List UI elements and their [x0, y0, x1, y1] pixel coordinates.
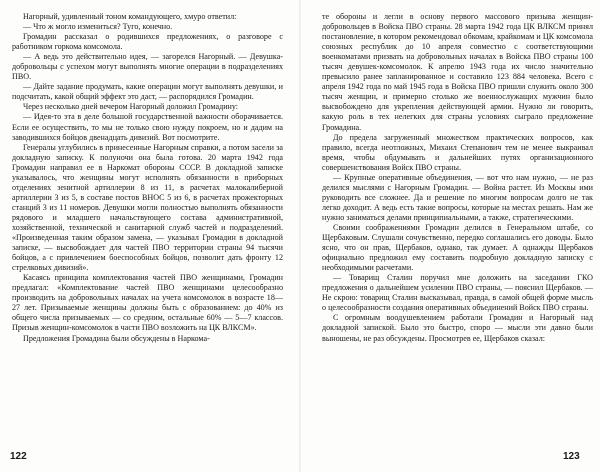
left-paragraph: Громадин рассказал о родившихся предложениях, о разговоре с работником горкома комсомола.: [12, 32, 283, 52]
left-paragraph: Касаясь принципа комплектования частей ПВО женщинами, Громадин предлагал: «Комплектование частей ПВО женщинами целесообразно производить на добровольных началах на учета комсомолок в возрасте 18—27 лет. Призываемые женщины должны быть с образованием: до 40% из общего числа призываемых — со средним, остальные 60% — 5—7 классов. Призыв женщин-комсомолок в части ПВО возложить на ЦК ВЛКСМ».: [12, 273, 283, 333]
left-paragraph: — Идея-то эта в деле большой государственной важности оборачивается. Если ее осуществить, то мы не только свою нужду покроем, но и дадим на заводившихся бойцов двенадцать дивизий. Вот посмотрите.: [12, 112, 283, 142]
right-page: [322, 12, 593, 458]
right-paragraph: До предела загруженный множеством практических вопросов, как правило, всегда неотложных, Михаил Степанович тем не менее выкраивал время, чтобы обдумывать и дальнейших путях организационного совершенствования Войск ПВО страны.: [322, 132, 593, 172]
left-page: [12, 12, 283, 458]
right-paragraph: те обороны и легли в основу первого массового призыва женщин-добровольцев в Войска ПВО страны. 28 марта 1942 года ЦК ВЛКСМ принял постановление, в котором рекомендовал обкомам, крайкомам и ЦК комсомола союзных республик до 10 апреля совместно с соответствующими военкоматами призвать на добровольных началах в Войска ПВО страны 100 тысяч девушек-комсомолок. К апрелю 1943 года их число значительно превысило ранее запланированное и составило 123 884 человека. Всего с апреля 1942 года по май 1945 года в Войска ПВО пришли служить около 300 тысяч женщин, и примерно столько же военнослужащих мужчин было высвобождено для укрепления действующей армии. Нужно ли говорить, какую роль в тех нелегких для страны условиях сыграло предложение Громадина.: [322, 12, 593, 132]
left-paragraph: Нагорный, удивленный тоном командующего, хмуро ответил:: [23, 12, 237, 21]
left-paragraph: Предложения Громадина были обсуждены в Наркома-: [23, 333, 210, 343]
left-paragraph: Через несколько дней вечером Нагорный доложил Громадину:: [23, 102, 239, 112]
left-paragraph: — Дайте задание продумать, какие операции могут выполнять девушки, и подсчитать, какой общий эффект это даст, — распорядился Громадин.: [12, 82, 283, 102]
left-paragraph: — Что ж могло измениться? Туго, конечно.: [23, 22, 173, 32]
right-paragraph: С огромным воодушевлением работали Громадин и Нагорный над докладной запиской. Было это быстро, споро — мысли эти давно были выношены, не раз обсуждены. Просмотрев ее, Щербаков сказал:: [322, 313, 593, 343]
left-paragraph: — А ведь это действительно идея, — загорелся Нагорный. — Девушка-добровольцы с успехом могут выполнять многие операции в подразделениях ПВО.: [12, 52, 283, 82]
page-gutter: [299, 0, 301, 472]
right-paragraph: Своими соображениями Громадин делился в Генеральном штабе, со Щербаковым. Слушали сочувственно, передко соглашались его доводы. Было ясно, что он прав, Щербаков, однако, так думает. А однажды Щербаков официально предложил ему составить подробную докладную записку с необходимыми расчетами.: [322, 222, 593, 273]
page-number-left: 122: [10, 451, 27, 462]
page-number-right: 123: [563, 451, 580, 462]
right-paragraph: — Товарищ Сталин поручил мне доложить на заседании ГКО предложения о дальнейшем усилении ПВО страны, — пояснил Щербаков. — Не скрою: товарищ Сталин высказывал, правда, в самой общей форме мысль о целесообразности создания оперативных объединений Войск ПВО страны.: [322, 273, 593, 313]
left-paragraph: Генералы углубились в принесенные Нагорным справки, а потом засели за докладную записку. К полуночи она была готова. 20 марта 1942 года Громадин направил ее в Наркомат обороны СССР. В докладной записке указывалось, что женщины могут исполнять обязанности в приборных отделениях зенитной артиллерии 8 из 11, в расчетах малокалиберной артиллерии 3 из 5, в составе постов ВНОС 5 из 6, в расчетах прожекторных станций 3 из 11 номеров. Девушки могли полностью выполнять обязанности рядового и младшего начальствующего состава административной, хозяйственной, технической и санитарной служб частей и подразделений. «Произведенная таким образом замена, — указывал Громадин в докладной записке, — высвобождает для частей ПВО территории страны 94 тысячи бойцов, а с привлечением боеспособных бойцов, позволит дать фронту 12 стрелковых дивизий».: [12, 142, 283, 273]
right-paragraph: — Крупные оперативные объединения, — вот что нам нужно, — не раз делился мыслями с Нагорным Громадин. — Война растет. Из Москвы ими руководить все сложнее. Да и решение по многим вопросам долго не так легко доходит. А ведь есть такие вопросы, которые на местах решать. Нам же нужно заниматься делами принципиальными, а также, стратегическими.: [322, 172, 593, 222]
